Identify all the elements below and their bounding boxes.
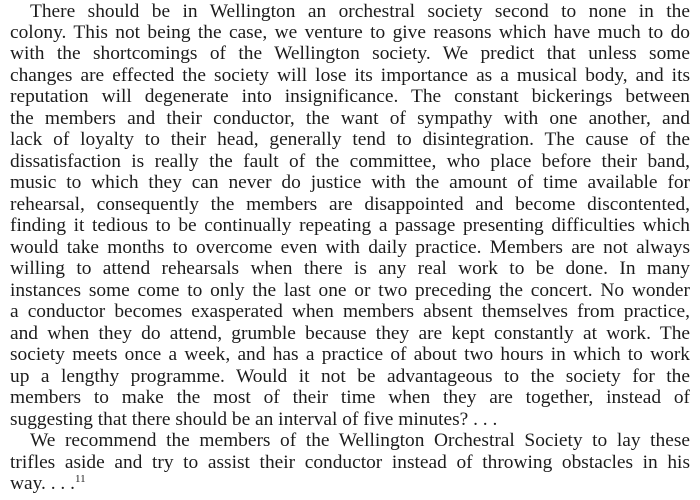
text-line: members to make the most of their time when they are together, instead of: [10, 387, 690, 408]
text-line: There should be in Wellington an orchestral society second to none in the: [30, 1, 690, 22]
text-line: willing to attend rehearsals when there is any real work to be done. In many: [10, 258, 690, 279]
text-line: suggesting that there should be an interval of five minutes? . . .: [10, 409, 498, 430]
text-line: lack of loyalty to their head, generally tend to disintegration. The cause of the: [10, 129, 690, 150]
text-line: rehearsal, consequently the members are disappointed and become discontented,: [10, 194, 690, 215]
text-line: society meets once a week, and has a practice of about two hours in which to work: [10, 344, 690, 365]
text-line: and when they do attend, grumble because they are kept constantly at work. The: [10, 323, 690, 344]
text-line: colony. This not being the case, we venture to give reasons which have much to do: [10, 22, 690, 43]
text-line: instances some come to only the last one or two preceding the concert. No wonder: [10, 280, 690, 301]
text-line: changes are effected the society will lose its importance as a musical body, and its: [10, 65, 690, 86]
text-line: reputation will degenerate into insignificance. The constant bickerings between: [10, 86, 690, 107]
final-line-text: way. . . .: [10, 473, 75, 494]
text-line: a conductor becomes exasperated when members absent themselves from practice,: [10, 301, 690, 322]
text-line: dissatisfaction is really the fault of the committee, who place before their band,: [10, 151, 690, 172]
text-line: music to which they can never do justice with the amount of time available for: [10, 172, 690, 193]
text-line: the members and their conductor, the want of sympathy with one another, and: [10, 108, 690, 129]
text-line: would take months to overcome even with daily practice. Members are not always: [10, 237, 690, 258]
text-line: trifles aside and try to assist their conductor instead of throwing obstacles in his: [10, 452, 690, 473]
text-line: with the shortcomings of the Wellington society. We predict that unless some: [10, 43, 690, 64]
text-line-final: [10, 472, 690, 495]
text-line: up a lengthy programme. Would it not be advantageous to the society for the: [10, 366, 690, 387]
text-line: finding it tedious to be continually repeating a passage presenting difficulties which: [10, 215, 690, 236]
text-line: We recommend the members of the Wellington Orchestral Society to lay these: [30, 430, 690, 451]
footnote-marker: 11: [74, 473, 86, 485]
